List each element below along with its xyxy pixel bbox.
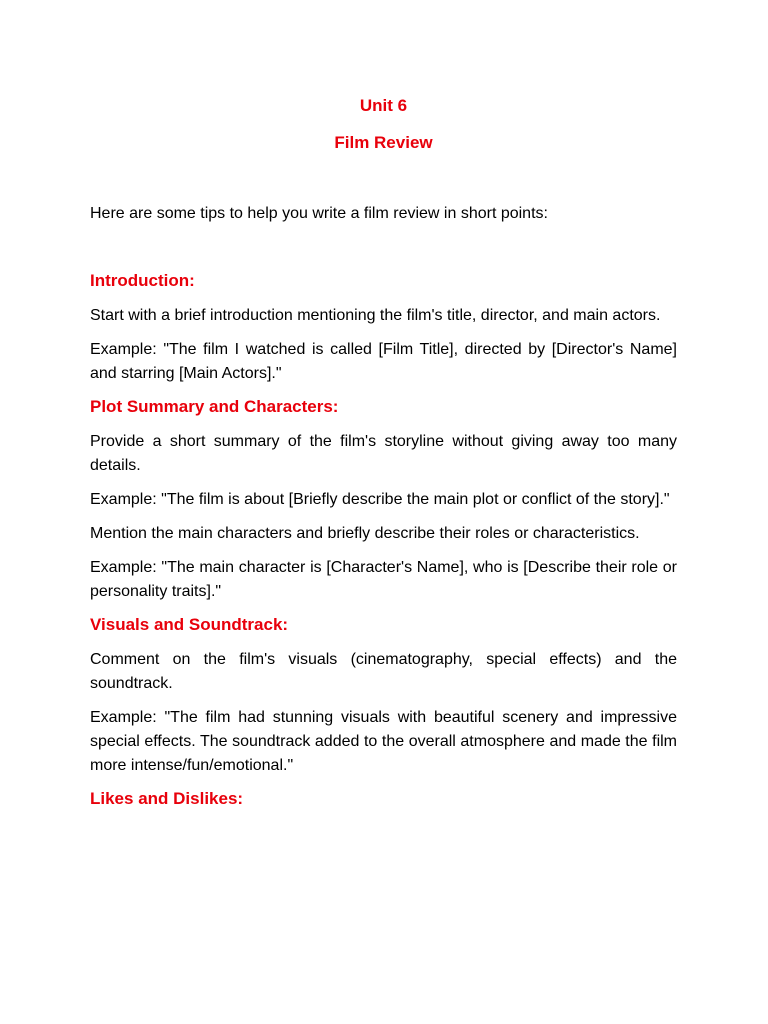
section-visuals-soundtrack [90,614,677,778]
section-heading: Introduction: [90,271,195,290]
section-heading: Likes and Dislikes: [90,789,244,808]
unit-title: Unit 6 [359,96,408,115]
section-introduction [90,270,677,386]
section-paragraph: Comment on the film's visuals (cinematography, special effects) and the soundtrack. [90,651,677,692]
section-paragraph: Provide a short summary of the film's storyline without giving away too many details. [90,433,677,474]
section-heading: Visuals and Soundtrack: [90,615,289,634]
document-subtitle: Film Review [334,133,433,152]
section-likes-dislikes [90,788,677,810]
section-plot-summary [90,396,677,604]
section-paragraph: Mention the main characters and briefly describe their roles or characteristics. [90,525,640,542]
sections-container [90,270,677,822]
section-paragraph: Example: "The film I watched is called [Film Title], directed by [Director's Name] and starring [Main Actors]." [90,341,677,382]
intro-paragraph: Here are some tips to help you write a film review in short points: [90,205,548,222]
section-paragraph: Example: "The film is about [Briefly describe the main plot or conflict of the story]." [90,491,670,508]
section-heading: Plot Summary and Characters: [90,397,339,416]
section-paragraph: Example: "The film had stunning visuals with beautiful scenery and impressive special effects. The soundtrack added to the overall atmosphere and made the film more intense/fun/emotional." [90,709,677,774]
section-paragraph: Example: "The main character is [Character's Name], who is [Describe their role or personality traits]." [90,559,677,600]
section-paragraph: Start with a brief introduction mentioning the film's title, director, and main actors. [90,307,661,324]
